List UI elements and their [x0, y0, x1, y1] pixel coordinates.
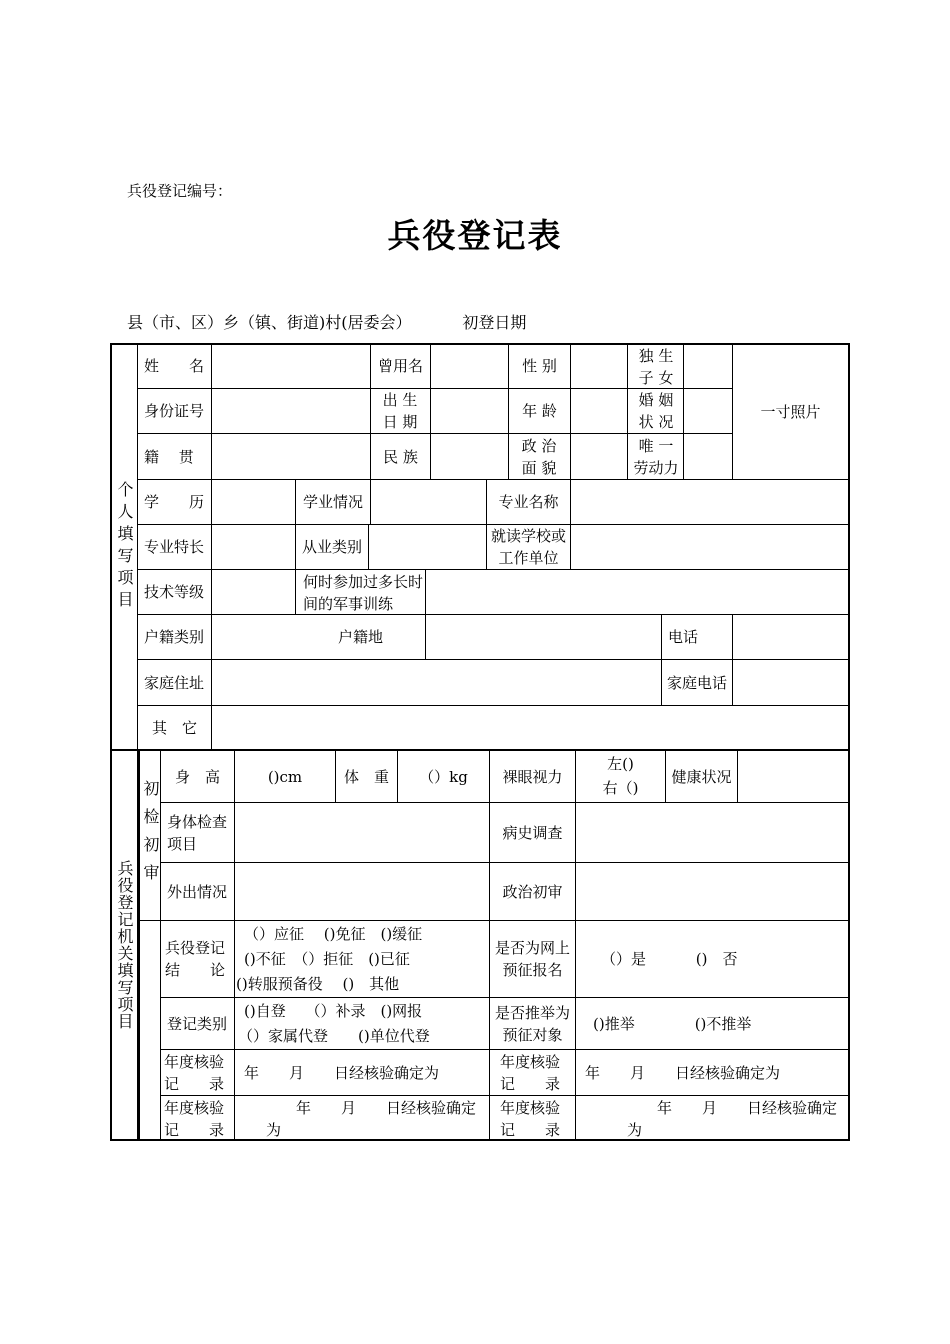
annual-label-4: 年度核验记 录 [500, 1099, 561, 1139]
tech-level-label: 技术等级 [144, 583, 205, 601]
section-personal-label: 个人填写项目 [115, 481, 134, 613]
conclusion-line-1: （）应征 ()免征 ()缓征 [244, 925, 423, 943]
conclusion-line-2: ()不征 （）拒征 ()已征 [244, 950, 410, 968]
hukou-place-label: 户籍地 [337, 628, 383, 646]
name-label: 姓 名 [144, 357, 205, 375]
conclusion-options [236, 922, 489, 997]
registration-number-label: 兵役登记编号： [127, 182, 233, 200]
employment-label: 从业类别 [301, 538, 362, 556]
vision-left: 左() [607, 755, 634, 773]
reg-type-label: 登记类别 [167, 1014, 228, 1033]
annual-text-4: 年 月 日经核验确定为 [627, 1099, 838, 1139]
birth-date-label: 出 生 日 期 [382, 391, 418, 431]
marital-status-label: 婚 姻 状 况 [638, 391, 674, 431]
vision-right: 右（) [602, 779, 639, 797]
reg-type-line-2: （）家属代登 ()单位代登 [238, 1027, 430, 1045]
weight-label: 体 重 [343, 767, 389, 786]
initial-check-label: 初检初审 [141, 780, 160, 892]
health-label: 健康状况 [671, 767, 732, 786]
conclusion-label: 兵役登记结 论 [165, 939, 226, 979]
annual-text-3: 年 月 日经核验确定为 [266, 1099, 477, 1139]
vision-label: 裸眼视力 [502, 767, 563, 786]
section-agency-label: 兵役登记机关填写项目 [115, 860, 134, 1030]
region-line: 县（市、区）乡（镇、街道)村(居委会） 初登日期 [127, 313, 527, 332]
online-options: （）是 () 否 [601, 950, 738, 968]
hukou-type-label: 户籍类别 [144, 628, 205, 646]
other-label: 其 它 [151, 718, 197, 737]
age-label: 年 龄 [522, 402, 557, 420]
gender-label: 性 别 [522, 357, 557, 375]
only-child-label: 独 生 子 女 [638, 347, 674, 387]
mobile-label: 电话 [667, 628, 698, 646]
school-work-label: 就读学校或工作单位 [490, 527, 566, 567]
home-address-label: 家庭住址 [144, 673, 205, 692]
study-status-label: 学业情况 [302, 493, 363, 511]
major-label: 专业名称 [498, 493, 559, 511]
history-label: 病史调查 [502, 823, 563, 842]
online-label: 是否为网上预征报名 [494, 939, 570, 979]
former-name-label: 曾用名 [377, 357, 423, 375]
body-check-label: 身体检查项目 [167, 812, 228, 853]
specialty-label: 专业特长 [144, 538, 205, 556]
id-number-label: 身份证号 [144, 402, 205, 420]
military-training-label: 何时参加过多长时间的军事训练 [303, 573, 423, 613]
page-title: 兵役登记表 [387, 216, 563, 255]
education-label: 学 历 [144, 493, 205, 511]
native-place-label: 籍 贯 [144, 447, 194, 466]
recommend-options: ()推举 ()不推举 [593, 1014, 752, 1033]
political-status-label: 政 治 面 貌 [521, 436, 557, 477]
reg-type-options [238, 999, 489, 1049]
annual-text-2: 年 月 日经核验确定为 [585, 1063, 781, 1082]
weight-value: （）kg [419, 767, 468, 786]
political-check-label: 政治初审 [502, 882, 563, 901]
ethnicity-label: 民 族 [383, 447, 418, 466]
vision-values [576, 752, 665, 802]
recommend-label: 是否推举为预征对象 [494, 1003, 570, 1044]
annual-label-3: 年度核验记 录 [164, 1099, 225, 1139]
photo-placeholder: 一寸照片 [760, 402, 821, 421]
annual-text-1: 年 月 日经核验确定为 [244, 1063, 440, 1082]
sole-labor-label: 唯 一 劳动力 [633, 436, 679, 477]
height-label: 身 高 [174, 767, 220, 786]
outing-label: 外出情况 [167, 882, 228, 901]
height-value: ()cm [267, 767, 303, 786]
conclusion-line-3: ()转服预备役 () 其他 [236, 975, 400, 993]
annual-label-2: 年度核验记 录 [500, 1053, 561, 1093]
annual-label-1: 年度核验记 录 [164, 1053, 225, 1093]
reg-type-line-1: ()自登 （）补录 ()网报 [244, 1002, 423, 1020]
home-phone-label: 家庭电话 [666, 673, 727, 692]
